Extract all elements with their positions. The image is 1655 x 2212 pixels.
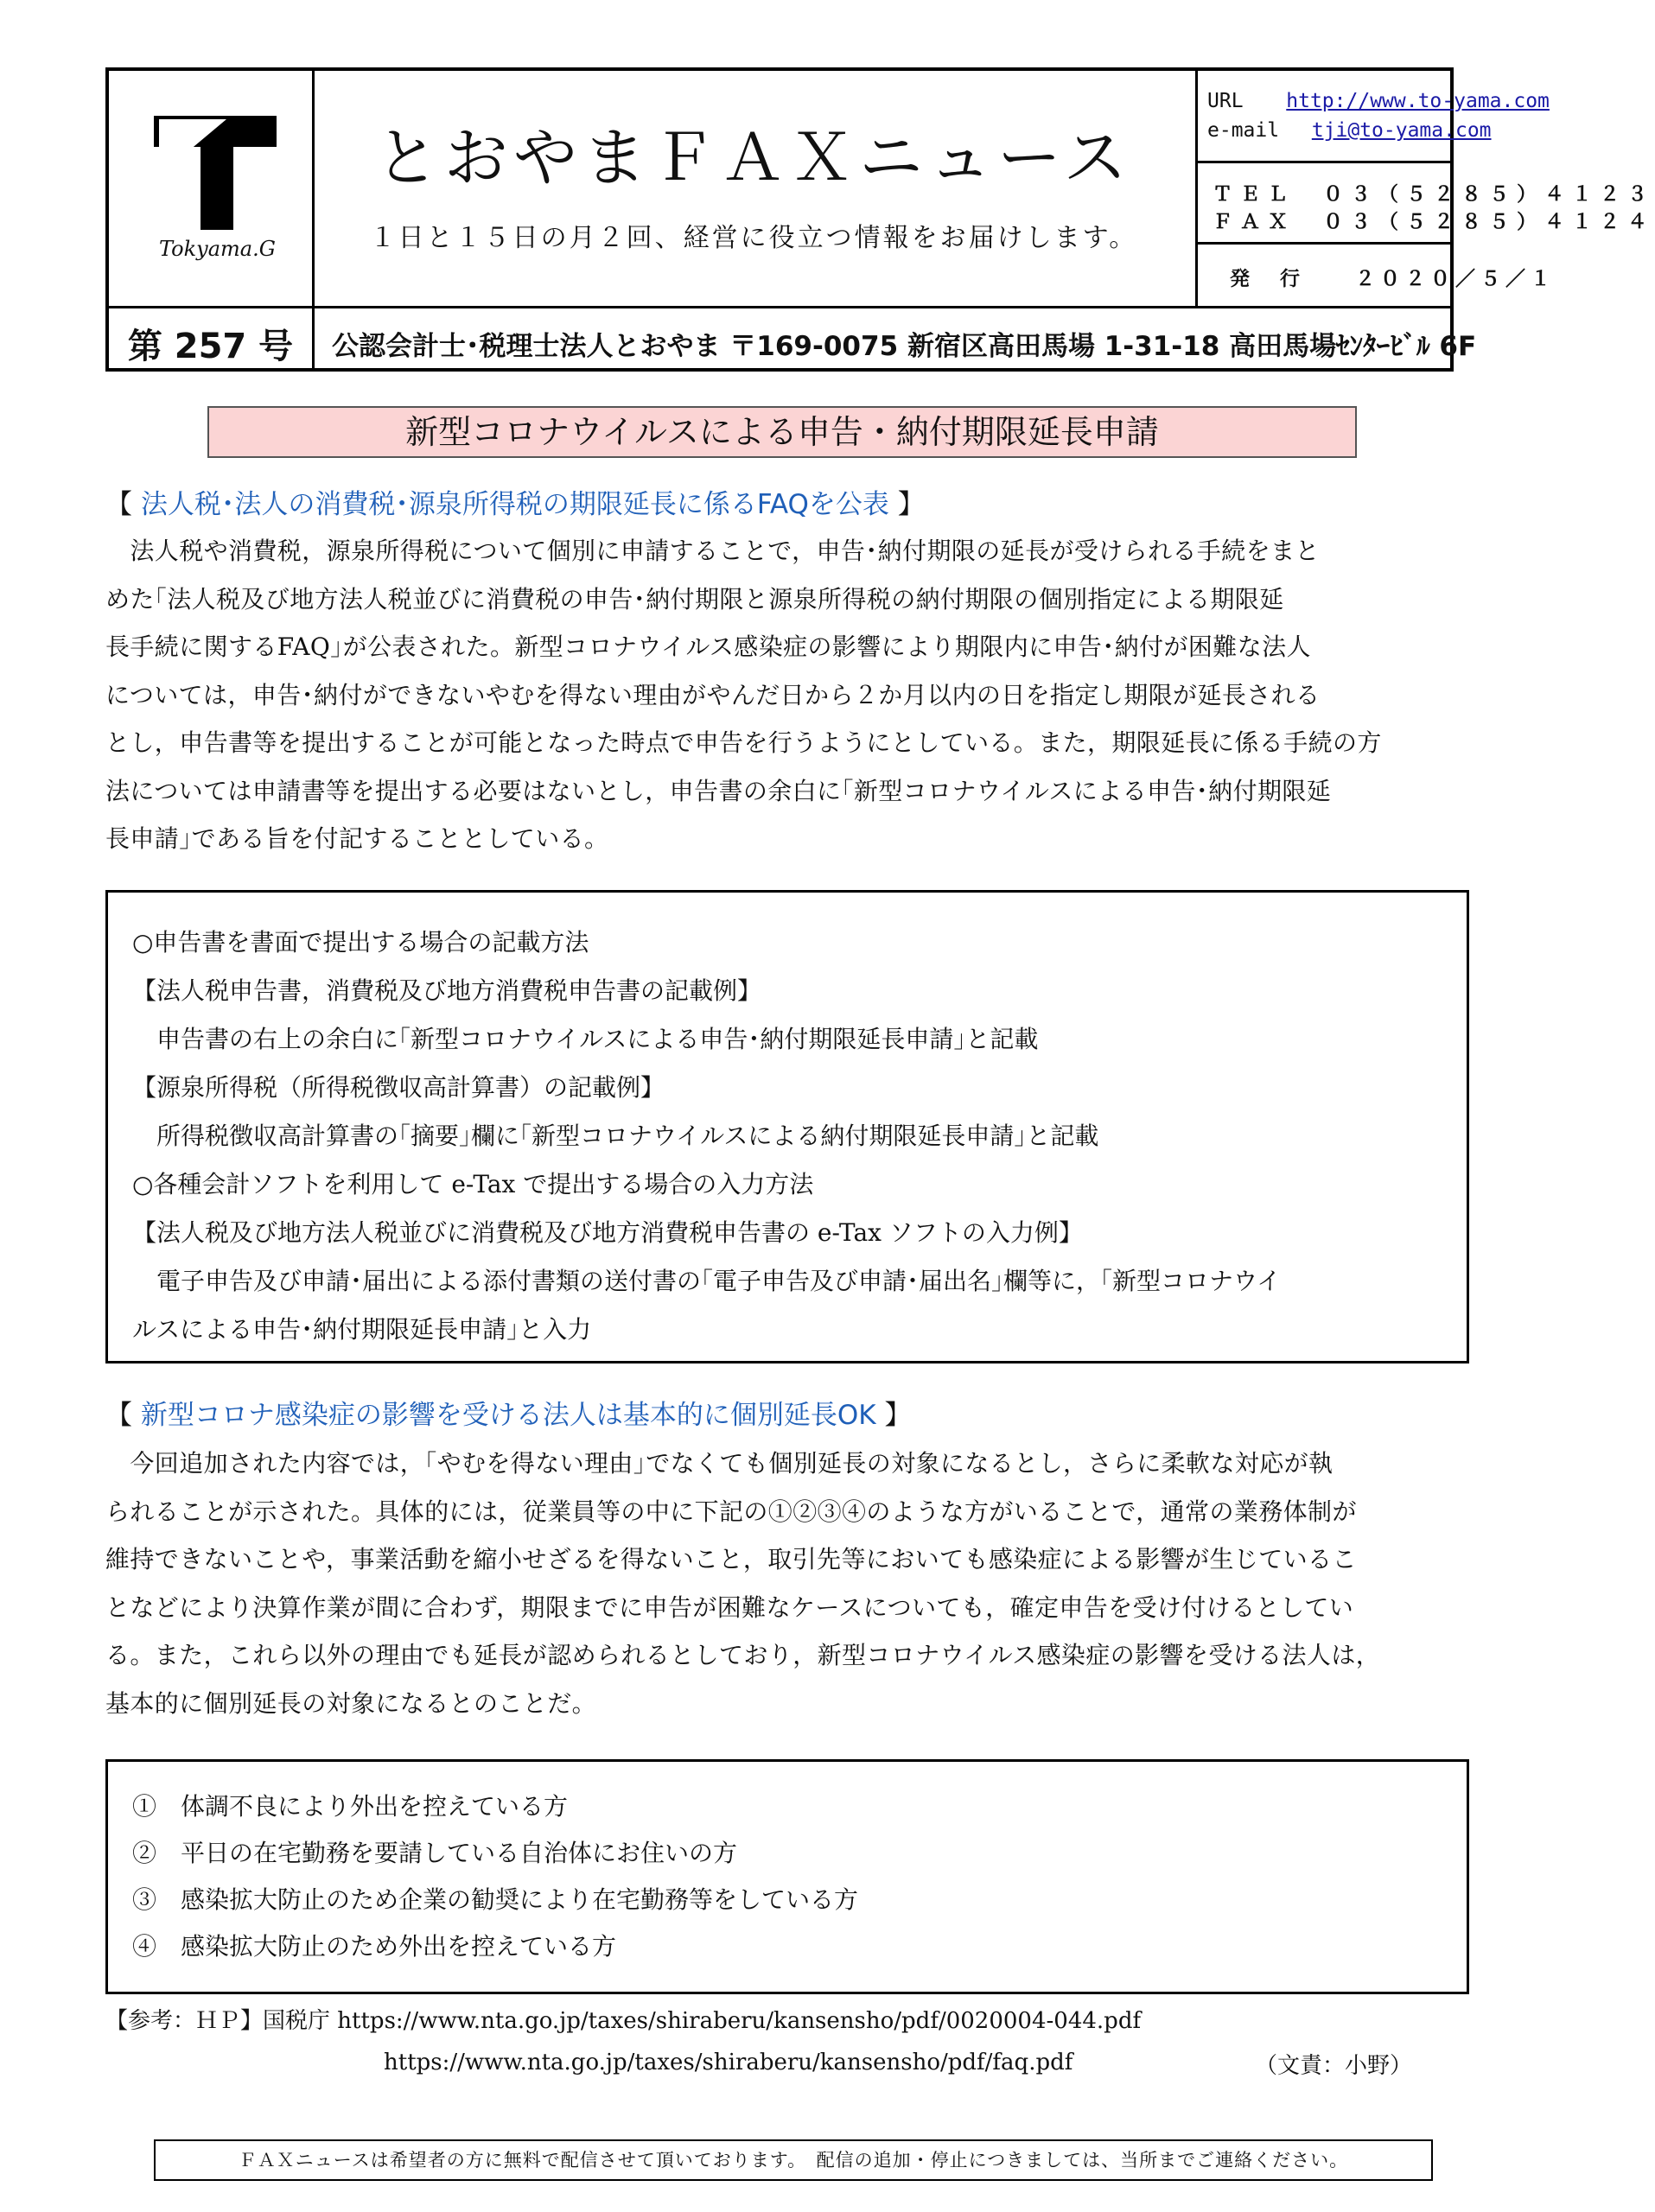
reference-url-2[interactable]: https://www.nta.go.jp/taxes/shiraberu/kansensho/pdf/faq.pdf [384, 2050, 1073, 2075]
paragraph-line: 維持できないことや，事業活動を縮小せざるを得ないこと，取引先等においても感染症による影響が生じているこ [105, 1545, 1357, 1573]
issue-number: 第 257 号 [127, 327, 294, 366]
paragraph-line: 長手続に関するFAQ｣が公表された。新型コロナウイルス感染症の影響により期限内に申告･納付が困難な法人 [105, 632, 1311, 661]
paragraph-line: 長申請｣である旨を付記することとしている。 [105, 824, 609, 853]
box-line: 【源泉所得税（所得税徴収高計算書）の記載例】 [132, 1073, 665, 1102]
section1-heading [105, 482, 925, 521]
logo-signature: Tokyama.G [159, 237, 276, 261]
bracket-close: 】 [884, 1400, 912, 1431]
issue-row [109, 306, 1477, 374]
title-cell [312, 71, 1198, 306]
footer-notice: ＦＡＸニュースは希望者の方に無料で配信させて頂いております。 配信の追加・停止につきましては、当所までご連絡ください。 [154, 2139, 1433, 2181]
author-note: （文責：小野） [1255, 2053, 1413, 2079]
example-item: ④ 感染拡大防止のため外出を控えている方 [132, 1932, 617, 1961]
bracket-close: 】 [897, 489, 925, 520]
box-line: 【法人税及び地方法人税並びに消費税及び地方消費税申告書の e-Tax ソフトの入力例】 [132, 1218, 1083, 1247]
tokyama-logo-icon [150, 112, 280, 233]
date-divider [1195, 242, 1450, 245]
paragraph-line: 法については申請書等を提出する必要はないとし，申告書の余白に｢新型コロナウイルスによる申告･納付期限延 [105, 776, 1332, 805]
box-line: 申告書の右上の余白に｢新型コロナウイルスによる申告･納付期限延長申請｣と記載 [132, 1025, 1039, 1053]
bracket-open: 【 [105, 489, 132, 520]
fax-number: ＦＡＸ ０３（５２８５）４１２４ [1213, 211, 1655, 233]
box-line: ○申告書を書面で提出する場合の記載方法 [132, 928, 589, 957]
newsletter-subtitle: １日と１５日の月２回、経営に役立つ情報をお届けします。 [369, 223, 1138, 253]
section2-heading [105, 1393, 911, 1432]
examples-box [105, 1759, 1469, 1994]
email-line [1207, 119, 1492, 142]
example-item: ② 平日の在宅勤務を要請している自治体にお住いの方 [132, 1839, 738, 1867]
section1-title: 法人税･法人の消費税･源泉所得税の期限延長に係るFAQを公表 [140, 489, 889, 520]
paragraph-line: については，申告･納付ができないやむを得ない理由がやんだ日から２か月以内の日を指定し期限が延長される [105, 680, 1321, 709]
paragraph-line: 今回追加された内容では，｢やむを得ない理由｣でなくても個別延長の対象になるとし，さらに柔軟な対応が執 [105, 1449, 1334, 1478]
paragraph-line: めた｢法人税及び地方法人税並びに消費税の申告･納付期限と源泉所得税の納付期限の個別指定による期限延 [105, 584, 1284, 613]
reference-label: 【参考：ＨＰ】国税庁 [105, 2008, 331, 2034]
paragraph-line: となどにより決算作業が間に合わず，期限までに申告が困難なケースについても，確定申告を受け付けるとしてい [105, 1592, 1354, 1622]
email-label: e-mail [1207, 119, 1280, 142]
url-link[interactable]: http://www.to-yama.com [1286, 90, 1550, 112]
example-item: ③ 感染拡大防止のため企業の勧奨により在宅勤務等をしている方 [132, 1885, 859, 1914]
bracket-open: 【 [105, 1400, 132, 1431]
url-label: URL [1207, 90, 1244, 112]
contact-divider [1195, 161, 1450, 163]
paragraph-line: る。また，これら以外の理由でも延長が認められるとしており，新型コロナウイルス感染症の影響を受ける法人は， [105, 1641, 1381, 1669]
example-item: ① 体調不良により外出を控えている方 [132, 1792, 569, 1821]
paragraph-line: 基本的に個別延長の対象になるとのことだ。 [105, 1688, 597, 1718]
paragraph-line: 法人税や消費税，源泉所得税について個別に申請することで，申告･納付期限の延長が受けられる手続をまと [105, 537, 1320, 565]
issue-cell [109, 308, 315, 372]
filing-method-box [105, 890, 1469, 1363]
email-link[interactable]: tji@to-yama.com [1311, 119, 1492, 142]
tel-number: ＴＥＬ ０３（５２８５）４１２３ [1213, 183, 1655, 206]
reference-line-1 [105, 2003, 1141, 2035]
box-line: 所得税徴収高計算書の｢摘要｣欄に｢新型コロナウイルスによる納付期限延長申請｣と記載 [132, 1122, 1099, 1150]
paragraph-line: とし，申告書等を提出することが可能となった時点で申告を行うようにとしている。また，期限延長に係る手続の方 [105, 728, 1382, 757]
section2-body [105, 1440, 1462, 1727]
section2-title: 新型コロナ感染症の影響を受ける法人は基本的に個別延長OK [140, 1400, 876, 1431]
issue-date: 発 行 ２０２０／５／１ [1230, 268, 1556, 290]
box-line: ルスによる申告･納付期限延長申請｣と入力 [132, 1315, 592, 1344]
contact-cell [1195, 71, 1655, 306]
paragraph-line: られることが示された。具体的には，従業員等の中に下記の①②③④のような方がいることで，通常の業務体制が [105, 1497, 1357, 1526]
masthead [105, 67, 1655, 372]
box-line: 電子申告及び申請･届出による添付書類の送付書の｢電子申告及び申請･届出名｣欄等に，｢新型コロナウイ [132, 1267, 1282, 1295]
box-line: ○各種会計ソフトを利用して e-Tax で提出する場合の入力方法 [132, 1170, 814, 1198]
section1-body [105, 527, 1462, 863]
newsletter-title: とおやまＦＡＸニュース [374, 121, 1133, 195]
url-line [1207, 90, 1550, 112]
firm-address: 公認会計士･税理士法人とおやま 〒169-0075 新宿区高田馬場 1-31-18 高田馬場ｾﾝﾀｰﾋﾞﾙ 6F [332, 331, 1477, 362]
reference-url-1[interactable]: https://www.nta.go.jp/taxes/shiraberu/kansensho/pdf/0020004-044.pdf [337, 2008, 1142, 2034]
article-headline: 新型コロナウイルスによる申告・納付期限延長申請 [207, 406, 1357, 458]
logo-cell [109, 71, 315, 306]
box-line: 【法人税申告書，消費税及び地方消費税申告書の記載例】 [132, 976, 762, 1005]
